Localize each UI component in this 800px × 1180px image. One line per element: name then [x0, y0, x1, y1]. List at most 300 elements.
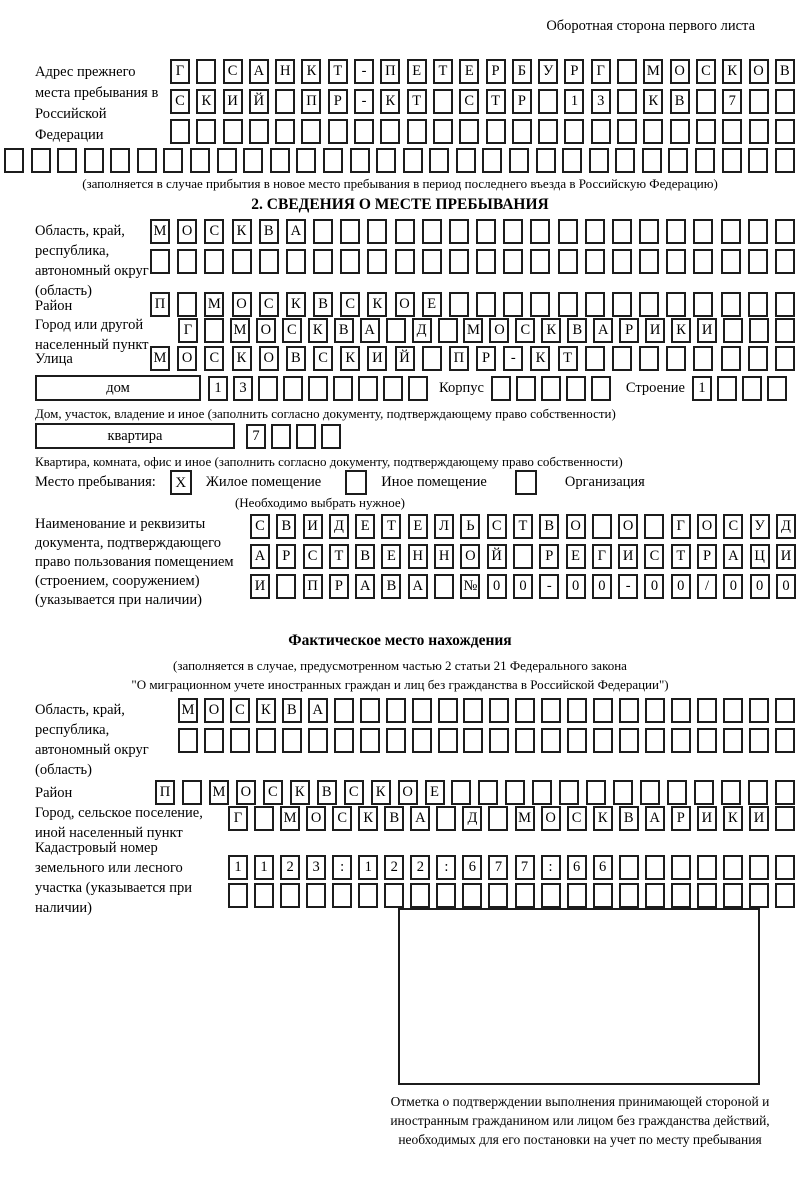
- char-cell: [775, 249, 795, 274]
- char-cell: [438, 698, 458, 723]
- char-cell: [321, 424, 341, 449]
- char-cell: [256, 728, 276, 753]
- char-cell: [775, 148, 795, 173]
- char-cell: [567, 728, 587, 753]
- char-cell: [612, 219, 632, 244]
- char-cell: [530, 219, 550, 244]
- char-cell: [722, 148, 742, 173]
- char-cell: О: [541, 806, 561, 831]
- char-cell: М: [463, 318, 483, 343]
- char-cell: [489, 728, 509, 753]
- char-cell: [110, 148, 130, 173]
- char-cell: В: [619, 806, 639, 831]
- char-cell: [407, 119, 427, 144]
- char-cell: В: [539, 514, 559, 539]
- char-cell: [775, 89, 795, 114]
- char-cell: [775, 883, 795, 908]
- factual-gorod-field-row[interactable]: [228, 806, 795, 831]
- char-cell: 1: [228, 855, 248, 880]
- char-cell: [693, 346, 713, 371]
- residential-checkbox[interactable]: X: [170, 470, 192, 495]
- char-cell: [593, 698, 613, 723]
- char-cell: [434, 574, 454, 599]
- gorod-field-row[interactable]: [178, 318, 795, 343]
- char-cell: Й: [395, 346, 415, 371]
- char-cell: Т: [433, 59, 453, 84]
- char-cell: О: [566, 514, 586, 539]
- char-cell: М: [204, 292, 224, 317]
- char-cell: [541, 376, 561, 401]
- char-cell: С: [223, 59, 243, 84]
- stroenie-label: Строение: [625, 379, 685, 396]
- char-cell: [177, 249, 197, 274]
- char-cell: [275, 89, 295, 114]
- korpus-field[interactable]: [491, 376, 611, 401]
- char-cell: -: [354, 59, 374, 84]
- char-cell: И: [250, 574, 270, 599]
- char-cell: [639, 346, 659, 371]
- char-cell: К: [723, 806, 743, 831]
- char-cell: [642, 148, 662, 173]
- char-cell: [666, 346, 686, 371]
- char-cell: [748, 292, 768, 317]
- char-cell: Е: [459, 59, 479, 84]
- ulitsa-label: Улица: [35, 351, 73, 367]
- char-cell: [491, 376, 511, 401]
- char-cell: 2: [280, 855, 300, 880]
- char-cell: [670, 119, 690, 144]
- char-cell: [591, 119, 611, 144]
- factual-oblast-label: Область, край, республика, автономный округ (область): [35, 702, 149, 778]
- char-cell: [177, 292, 197, 317]
- char-cell: [340, 219, 360, 244]
- char-cell: [717, 376, 737, 401]
- char-cell: П: [155, 780, 175, 805]
- char-cell: [723, 698, 743, 723]
- char-cell: [313, 219, 333, 244]
- char-cell: О: [177, 346, 197, 371]
- char-cell: М: [280, 806, 300, 831]
- char-cell: У: [750, 514, 770, 539]
- char-cell: 0: [487, 574, 507, 599]
- char-cell: [644, 514, 664, 539]
- char-cell: [593, 728, 613, 753]
- char-cell: В: [313, 292, 333, 317]
- char-cell: 7: [515, 855, 535, 880]
- char-cell: Т: [407, 89, 427, 114]
- char-cell: А: [410, 806, 430, 831]
- char-cell: [57, 148, 77, 173]
- char-cell: [775, 855, 795, 880]
- char-cell: [721, 292, 741, 317]
- char-cell: О: [395, 292, 415, 317]
- char-cell: [270, 148, 290, 173]
- char-cell: [530, 292, 550, 317]
- apartment-type-box[interactable]: квартира: [35, 423, 235, 449]
- char-cell: Р: [671, 806, 691, 831]
- char-cell: [476, 219, 496, 244]
- char-cell: :: [541, 855, 561, 880]
- char-cell: [286, 249, 306, 274]
- char-cell: [559, 780, 579, 805]
- char-cell: 7: [488, 855, 508, 880]
- char-cell: [775, 292, 795, 317]
- factual-rayon-label: Район: [35, 785, 73, 801]
- char-cell: М: [209, 780, 229, 805]
- char-cell: [639, 249, 659, 274]
- char-cell: [613, 780, 633, 805]
- apartment-number-field[interactable]: [246, 424, 341, 449]
- char-cell: [612, 346, 632, 371]
- char-cell: [332, 883, 352, 908]
- char-cell: А: [723, 544, 743, 569]
- char-cell: [612, 249, 632, 274]
- organization-checkbox[interactable]: [515, 470, 537, 495]
- char-cell: 0: [723, 574, 743, 599]
- char-cell: [536, 148, 556, 173]
- char-cell: Д: [462, 806, 482, 831]
- char-cell: [350, 148, 370, 173]
- char-cell: 1: [358, 855, 378, 880]
- char-cell: [476, 249, 496, 274]
- char-cell: 0: [566, 574, 586, 599]
- char-cell: [617, 89, 637, 114]
- char-cell: [358, 376, 378, 401]
- oblast-field-row-2[interactable]: [150, 249, 795, 274]
- cadastral-field-row-2[interactable]: [228, 883, 795, 908]
- char-cell: [190, 148, 210, 173]
- char-cell: Г: [591, 59, 611, 84]
- page-side-note: Оборотная сторона первого листа: [546, 18, 755, 34]
- char-cell: К: [380, 89, 400, 114]
- char-cell: [697, 698, 717, 723]
- char-cell: [313, 249, 333, 274]
- char-cell: [585, 219, 605, 244]
- char-cell: [671, 698, 691, 723]
- char-cell: [358, 883, 378, 908]
- char-cell: [515, 728, 535, 753]
- char-cell: [283, 376, 303, 401]
- char-cell: М: [150, 219, 170, 244]
- char-cell: [562, 148, 582, 173]
- char-cell: [775, 698, 795, 723]
- char-cell: [451, 780, 471, 805]
- char-cell: К: [232, 346, 252, 371]
- other-premises-label: Иное помещение: [381, 474, 487, 490]
- char-cell: 2: [384, 855, 404, 880]
- char-cell: [204, 249, 224, 274]
- char-cell: [668, 148, 688, 173]
- char-cell: [386, 728, 406, 753]
- char-cell: [306, 883, 326, 908]
- organization-label: Организация: [564, 474, 645, 490]
- char-cell: [360, 728, 380, 753]
- char-cell: [509, 148, 529, 173]
- char-cell: [308, 376, 328, 401]
- char-cell: 6: [567, 855, 587, 880]
- cadastral-label: Кадастровый номер земельного или лесного участка (указывается при наличии): [35, 840, 192, 916]
- char-cell: Е: [422, 292, 442, 317]
- char-cell: С: [313, 346, 333, 371]
- char-cell: -: [503, 346, 523, 371]
- char-cell: [566, 376, 586, 401]
- char-cell: С: [230, 698, 250, 723]
- char-cell: [697, 728, 717, 753]
- char-cell: [380, 119, 400, 144]
- char-cell: [384, 883, 404, 908]
- char-cell: Е: [355, 514, 375, 539]
- char-cell: О: [177, 219, 197, 244]
- char-cell: О: [398, 780, 418, 805]
- char-cell: [422, 219, 442, 244]
- other-premises-checkbox[interactable]: [345, 470, 367, 495]
- char-cell: [513, 544, 533, 569]
- char-cell: [476, 292, 496, 317]
- char-cell: [558, 249, 578, 274]
- char-cell: Й: [249, 89, 269, 114]
- residential-label: Жилое помещение: [205, 474, 322, 490]
- char-cell: С: [340, 292, 360, 317]
- char-cell: [591, 376, 611, 401]
- char-cell: В: [355, 544, 375, 569]
- char-cell: [721, 346, 741, 371]
- char-cell: И: [303, 514, 323, 539]
- char-cell: [619, 728, 639, 753]
- char-cell: [282, 728, 302, 753]
- char-cell: К: [340, 346, 360, 371]
- char-cell: [170, 119, 190, 144]
- char-cell: [721, 249, 741, 274]
- char-cell: О: [489, 318, 509, 343]
- char-cell: [217, 148, 237, 173]
- char-cell: [433, 89, 453, 114]
- char-cell: М: [643, 59, 663, 84]
- char-cell: О: [618, 514, 638, 539]
- char-cell: [4, 148, 24, 173]
- char-cell: К: [301, 59, 321, 84]
- house-type-box[interactable]: дом: [35, 375, 201, 401]
- house-caption: Дом, участок, владение и иное (заполнить согласно документу, подтверждающему право собственности): [35, 406, 616, 421]
- char-cell: [486, 119, 506, 144]
- char-cell: С: [332, 806, 352, 831]
- char-cell: Е: [566, 544, 586, 569]
- char-cell: Т: [486, 89, 506, 114]
- char-cell: [749, 883, 769, 908]
- char-cell: [429, 148, 449, 173]
- char-cell: [459, 119, 479, 144]
- doc-field-row-2[interactable]: [250, 544, 796, 569]
- char-cell: [532, 780, 552, 805]
- char-cell: [308, 728, 328, 753]
- char-cell: [695, 148, 715, 173]
- char-cell: В: [670, 89, 690, 114]
- char-cell: О: [204, 698, 224, 723]
- char-cell: [592, 514, 612, 539]
- prev-address-caption: (заполняется в случае прибытия в новое место пребывания в период последнего въезда в Российскую Федерацию): [82, 176, 718, 191]
- char-cell: К: [256, 698, 276, 723]
- char-cell: [228, 883, 248, 908]
- char-cell: К: [196, 89, 216, 114]
- char-cell: Е: [425, 780, 445, 805]
- char-cell: Р: [486, 59, 506, 84]
- char-cell: 1: [254, 855, 274, 880]
- char-cell: [749, 89, 769, 114]
- char-cell: [530, 249, 550, 274]
- char-cell: С: [204, 346, 224, 371]
- prev-address-row-2[interactable]: [170, 89, 795, 114]
- char-cell: [334, 698, 354, 723]
- char-cell: К: [367, 292, 387, 317]
- char-cell: [436, 806, 456, 831]
- char-cell: Н: [275, 59, 295, 84]
- house-row: [35, 375, 787, 401]
- factual-rayon-field-row[interactable]: [155, 780, 795, 805]
- char-cell: [749, 119, 769, 144]
- char-cell: [438, 318, 458, 343]
- char-cell: [567, 883, 587, 908]
- char-cell: [585, 346, 605, 371]
- char-cell: [723, 728, 743, 753]
- oblast-field-row-1[interactable]: [150, 219, 795, 244]
- char-cell: Д: [776, 514, 796, 539]
- char-cell: [449, 219, 469, 244]
- char-cell: А: [645, 806, 665, 831]
- char-cell: [463, 698, 483, 723]
- char-cell: Л: [434, 514, 454, 539]
- rayon-field-row[interactable]: [150, 292, 795, 317]
- char-cell: Ц: [750, 544, 770, 569]
- char-cell: А: [308, 698, 328, 723]
- char-cell: [721, 780, 741, 805]
- char-cell: О: [460, 544, 480, 569]
- char-cell: С: [250, 514, 270, 539]
- char-cell: [230, 728, 250, 753]
- char-cell: [645, 883, 665, 908]
- registration-stamp-box: [398, 908, 760, 1085]
- char-cell: Р: [697, 544, 717, 569]
- char-cell: К: [290, 780, 310, 805]
- char-cell: [593, 883, 613, 908]
- char-cell: [558, 292, 578, 317]
- char-cell: А: [593, 318, 613, 343]
- char-cell: [488, 883, 508, 908]
- char-cell: И: [223, 89, 243, 114]
- char-cell: [742, 376, 762, 401]
- char-cell: Е: [381, 544, 401, 569]
- prev-address-row-1[interactable]: [170, 59, 795, 84]
- char-cell: П: [380, 59, 400, 84]
- char-cell: [697, 883, 717, 908]
- char-cell: [639, 292, 659, 317]
- char-cell: С: [282, 318, 302, 343]
- char-cell: [412, 698, 432, 723]
- char-cell: И: [618, 544, 638, 569]
- stroenie-field[interactable]: [692, 376, 787, 401]
- char-cell: [408, 376, 428, 401]
- char-cell: И: [697, 806, 717, 831]
- char-cell: [243, 148, 263, 173]
- char-cell: [749, 318, 769, 343]
- char-cell: Р: [328, 89, 348, 114]
- char-cell: К: [722, 59, 742, 84]
- char-cell: [204, 318, 224, 343]
- char-cell: [567, 698, 587, 723]
- doc-field-row-3[interactable]: [250, 574, 796, 599]
- char-cell: [696, 89, 716, 114]
- char-cell: П: [301, 89, 321, 114]
- char-cell: [505, 780, 525, 805]
- char-cell: [767, 376, 787, 401]
- char-cell: С: [344, 780, 364, 805]
- prev-address-row-3[interactable]: [170, 119, 795, 144]
- char-cell: [615, 148, 635, 173]
- char-cell: [328, 119, 348, 144]
- char-cell: В: [381, 574, 401, 599]
- char-cell: [360, 698, 380, 723]
- char-cell: В: [259, 219, 279, 244]
- factual-oblast-field-row-2[interactable]: [178, 728, 795, 753]
- char-cell: 3: [306, 855, 326, 880]
- char-cell: [645, 855, 665, 880]
- char-cell: [412, 728, 432, 753]
- char-cell: [383, 376, 403, 401]
- cadastral-field-row-1[interactable]: [228, 855, 795, 880]
- char-cell: 0: [513, 574, 533, 599]
- char-cell: С: [515, 318, 535, 343]
- factual-caption-line2: "О миграционном учете иностранных граждан и лиц без гражданства в Российской Федерации"): [131, 677, 669, 692]
- char-cell: [456, 148, 476, 173]
- char-cell: [617, 119, 637, 144]
- char-cell: К: [643, 89, 663, 114]
- char-cell: С: [567, 806, 587, 831]
- char-cell: [775, 119, 795, 144]
- char-cell: [503, 292, 523, 317]
- prev-address-row-4[interactable]: [4, 148, 795, 173]
- char-cell: [196, 59, 216, 84]
- char-cell: [619, 855, 639, 880]
- char-cell: [612, 292, 632, 317]
- char-cell: [422, 249, 442, 274]
- factual-oblast-field-row-1[interactable]: [178, 698, 795, 723]
- char-cell: [671, 883, 691, 908]
- char-cell: [671, 728, 691, 753]
- char-cell: [749, 855, 769, 880]
- char-cell: 1: [564, 89, 584, 114]
- char-cell: Р: [619, 318, 639, 343]
- char-cell: [694, 780, 714, 805]
- char-cell: Г: [228, 806, 248, 831]
- doc-field-row-1[interactable]: [250, 514, 796, 539]
- house-number-field[interactable]: [208, 376, 428, 401]
- char-cell: [271, 424, 291, 449]
- char-cell: [775, 806, 795, 831]
- char-cell: [296, 424, 316, 449]
- char-cell: [541, 698, 561, 723]
- char-cell: Р: [329, 574, 349, 599]
- char-cell: Г: [671, 514, 691, 539]
- ulitsa-field-row[interactable]: [150, 346, 795, 371]
- char-cell: С: [723, 514, 743, 539]
- char-cell: О: [232, 292, 252, 317]
- factual-title: Фактическое место нахождения: [288, 632, 512, 649]
- char-cell: [640, 780, 660, 805]
- char-cell: В: [775, 59, 795, 84]
- char-cell: 6: [462, 855, 482, 880]
- char-cell: [301, 119, 321, 144]
- char-cell: [749, 728, 769, 753]
- char-cell: Т: [558, 346, 578, 371]
- char-cell: А: [355, 574, 375, 599]
